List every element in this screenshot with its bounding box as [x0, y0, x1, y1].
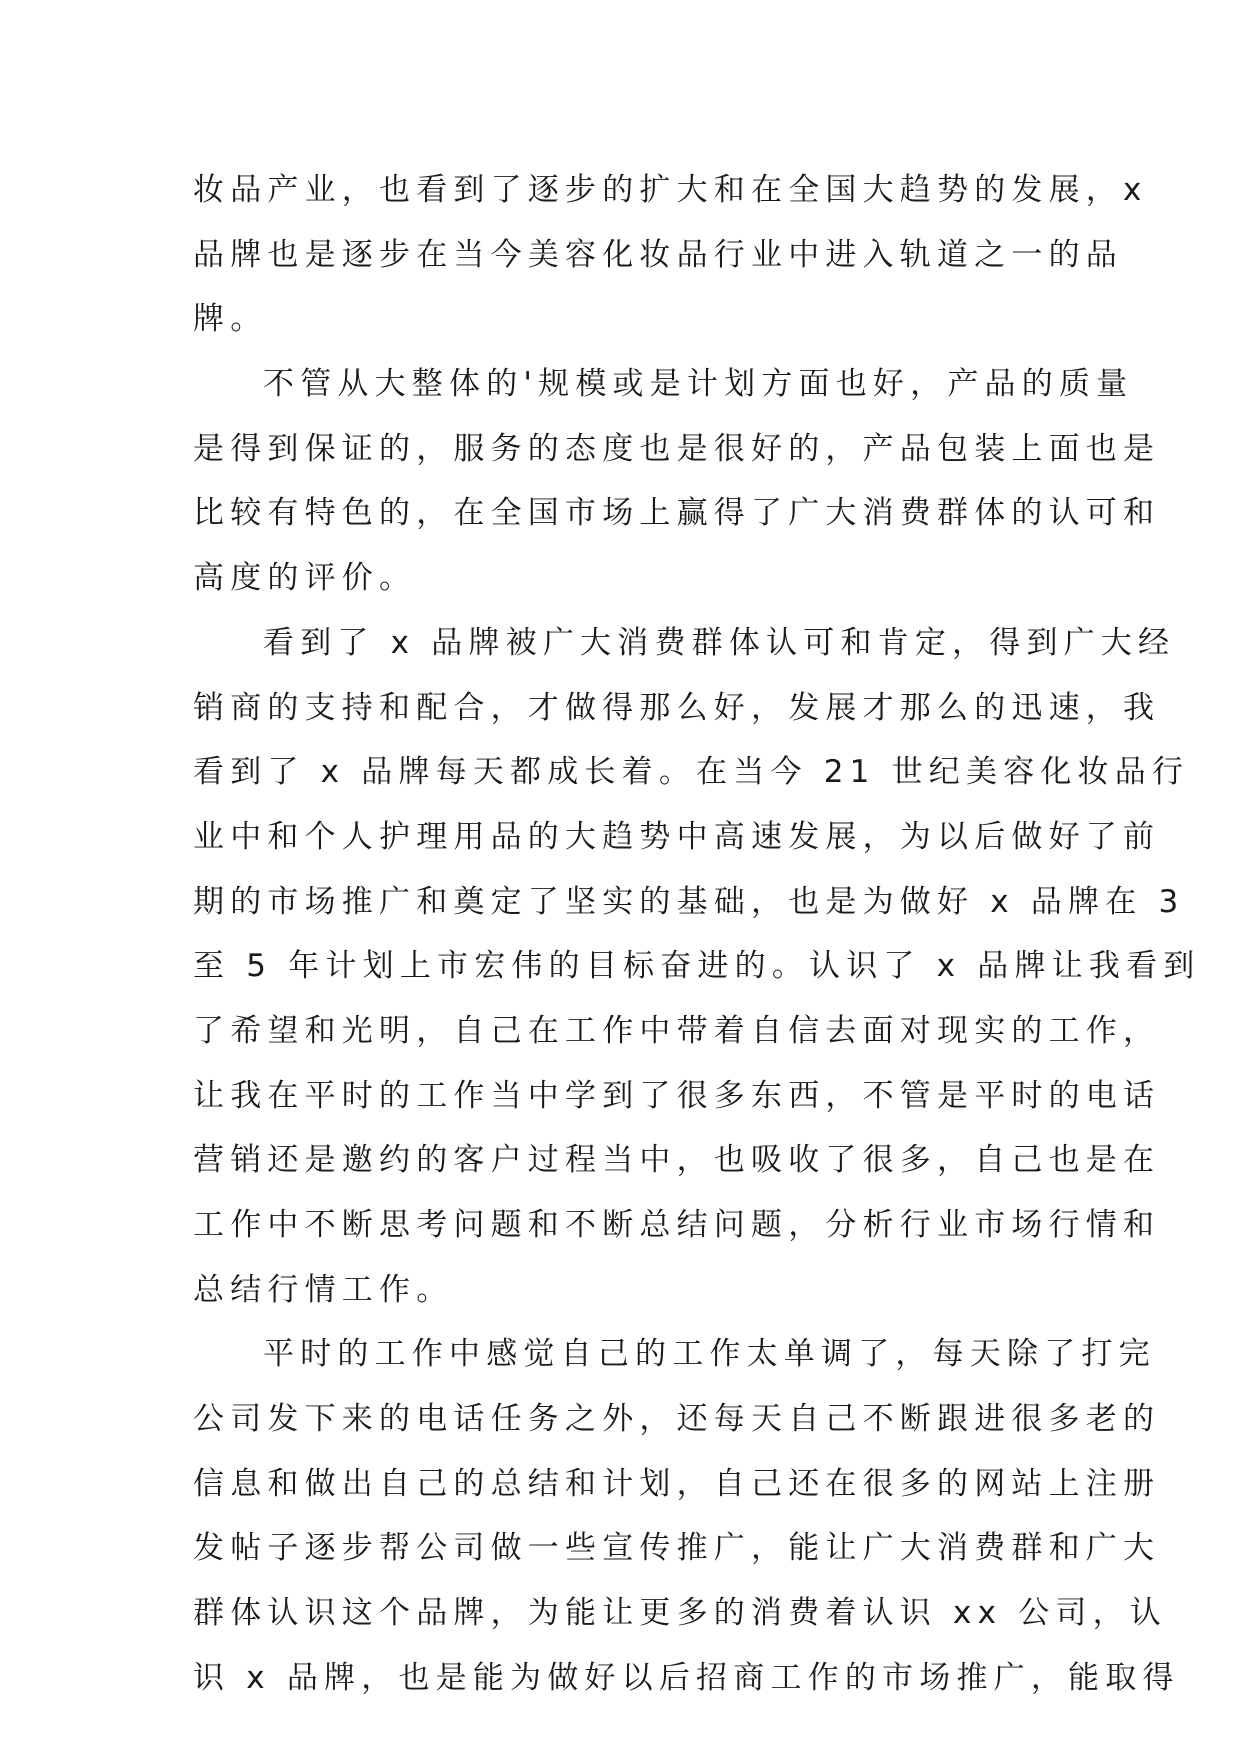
text-line: 妆品产业，也看到了逐步的扩大和在全国大趋势的发展，x — [193, 172, 1148, 208]
paragraph-first-line: 看到了 x 品牌被广大消费群体认可和肯定，得到广大经 — [263, 624, 1176, 661]
text-line: 发帖子逐步帮公司做一些宣传推广，能让广大消费群和广大 — [193, 1530, 1161, 1567]
text-line: 比较有特色的，在全国市场上赢得了广大消费群体的认可和 — [193, 495, 1161, 532]
text-line: 牌。 — [193, 301, 268, 338]
text-line: 业中和个人护理用品的大趋势中高速发展，为以后做好了前 — [193, 818, 1161, 855]
text-line: 工作中不断思考问题和不断总结问题，分析行业市场行情和 — [193, 1207, 1161, 1243]
text-line: 让我在平时的工作当中学到了很多东西，不管是平时的电话 — [193, 1077, 1161, 1114]
document-body — [193, 158, 1201, 1711]
text-line: 总结行情工作。 — [193, 1271, 454, 1308]
text-line: 高度的评价。 — [193, 560, 417, 597]
text-line: 品牌也是逐步在当今美容化妆品行业中进入轨道之一的品 — [193, 236, 1123, 273]
text-line: 公司发下来的电话任务之外，还每天自己不断跟进很多老的 — [193, 1401, 1161, 1438]
text-line: 了希望和光明，自己在工作中带着自信去面对现实的工作， — [193, 1012, 1161, 1049]
text-line: 是得到保证的，服务的态度也是很好的，产品包装上面也是 — [193, 430, 1161, 467]
paragraph-first-line: 不管从大整体的'规模或是计划方面也好，产品的质量 — [263, 366, 1134, 403]
text-line: 销商的支持和配合，才做得那么好，发展才那么的迅速，我 — [193, 689, 1161, 726]
text-line: 营销还是邀约的客户过程当中，也吸收了很多，自己也是在 — [193, 1142, 1161, 1179]
text-line: 识 x 品牌，也是能为做好以后招商工作的市场推广，能取得 — [193, 1659, 1180, 1696]
text-line: 至 5 年计划上市宏伟的目标奋进的。认识了 x 品牌让我看到 — [193, 948, 1201, 985]
text-line: 群体认识这个品牌，为能让更多的消费着认识 xx 公司，认 — [193, 1595, 1167, 1632]
text-line: 看到了 x 品牌每天都成长着。在当今 21 世纪美容化妆品行 — [193, 754, 1190, 791]
text-line: 期的市场推广和奠定了坚实的基础，也是为做好 x 品牌在 3 — [193, 883, 1185, 920]
text-line: 信息和做出自己的总结和计划，自己还在很多的网站上注册 — [193, 1465, 1161, 1502]
paragraph-first-line: 平时的工作中感觉自己的工作太单调了，每天除了打完 — [263, 1336, 1156, 1373]
